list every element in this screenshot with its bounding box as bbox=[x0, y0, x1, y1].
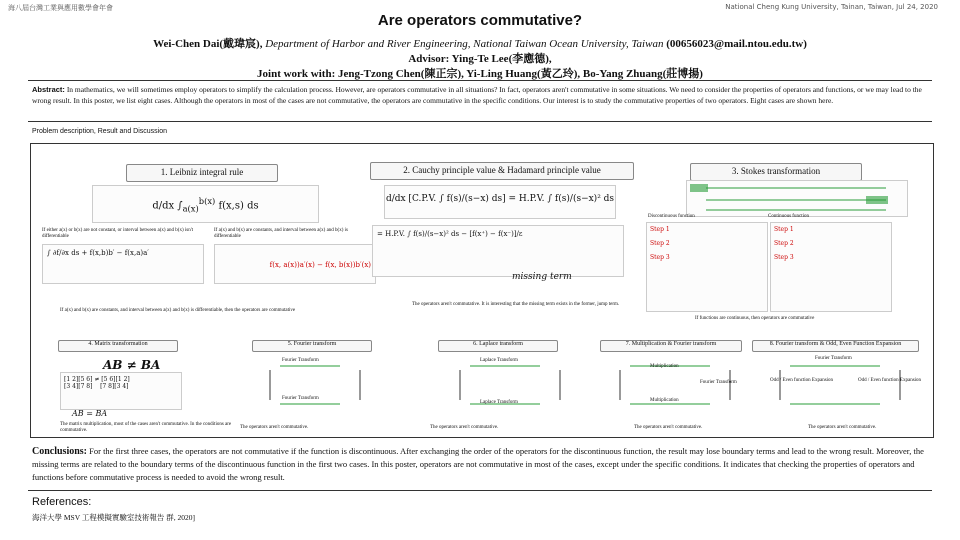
abstract-text: In mathematics, we will sometimes employ operators to simplify the calculation process. However, are operators commutative in all situations? In fact, operators aren't commutative in some situations. We need to consider the properties of operators and functions, or we may lead to the wrong result. In this poster, we list eight cases. Although the operators in most of the cases are not commutative, the operators are commutative in the specific conditions. Our interest is to study the commutative properties of two operators. Eight cases are shown here. bbox=[32, 85, 922, 105]
panel-8-note: The operators aren't commutative. bbox=[808, 425, 877, 430]
panel-5-title: 5. Fourier transform bbox=[252, 340, 372, 352]
panel-1-title: 1. Leibniz integral rule bbox=[126, 164, 278, 182]
laplace-transform-label-bottom: Laplace Transform bbox=[480, 400, 518, 405]
multiplication-label-bottom: Multiplication bbox=[650, 398, 679, 403]
panel-1-note: If a(x) and b(x) are constants, and interval between a(x) and b(x) is differentiable, then the operators are commutative bbox=[60, 308, 296, 313]
leibniz-formula: d/dx $\int_{a(x)}^{b(x)}$ f(x,s) ds bbox=[92, 185, 319, 223]
author-affiliation: Department of Harbor and River Engineering, National Taiwan Ocean University, Taiwan bbox=[265, 38, 664, 50]
reference-item: 海洋大學 MSV 工程模擬實驗室技術報告 群, 2020] bbox=[32, 513, 195, 522]
stokes-discontinuous-steps: Step 1 Step 2 Step 3 bbox=[646, 222, 768, 312]
section-label: Problem description, Result and Discussion bbox=[32, 128, 168, 135]
panel-2-note: The operators aren't commutative. It is interesting that the missing term exists in the former, jump term. bbox=[412, 302, 620, 307]
panel-7-title: 7. Multiplication & Fourier transform bbox=[600, 340, 742, 352]
fourier-transform-label-top: Fourier Transform bbox=[282, 358, 319, 363]
conclusions-label: Conclusions: bbox=[32, 446, 88, 457]
matrix-ab-neq-ba: AB ≠ BA bbox=[103, 358, 161, 372]
conclusions-text: For the first three cases, the operators are not commutative if the function is discontinuous. After exchanging the order of the operators for the discontinuous function, the result may lose boundary terms and lead to the wrong result. Moreover, the missing terms are related to the boundary terms of the discontinuous function in the first two cases. In this poster, operators are not commutative in most of the cases, except under the specific conditions. It indicates that checking the properties of operators and functions before commutative process is needed to avoid the wrong result. bbox=[32, 446, 924, 482]
laplace-transform-label-top: Laplace Transform bbox=[480, 358, 518, 363]
conference-venue-date: National Cheng Kung University, Tainan, Taiwan, Jul 24, 2020 bbox=[725, 3, 938, 11]
p8-odd-even-label-right: Odd / Even function Expansion bbox=[858, 378, 922, 383]
stokes-continuous-steps: Step 1 Step 2 Step 3 bbox=[770, 222, 892, 312]
cpv-derivation: = H.P.V. ∫ f(s)/(s−x)² ds − [f(x⁺) − f(x⁻)]/ε bbox=[372, 225, 624, 277]
stokes-arrows bbox=[686, 180, 906, 215]
divider bbox=[28, 490, 932, 491]
panel-7-note: The operators aren't commutative. bbox=[634, 425, 703, 430]
panel-4-note: The matrix multiplication, most of the cases aren't commutative. In the conditions are commutative. bbox=[60, 422, 232, 433]
coauthors-line: Joint work with: Jeng-Tzong Chen(陳正宗), Yi-Ling Huang(黃乙玲), Bo-Yang Zhuang(莊博揚) bbox=[257, 68, 703, 80]
fourier-transform-label-bottom: Fourier Transform bbox=[282, 396, 319, 401]
abstract bbox=[32, 84, 930, 106]
missing-term-label: missing term bbox=[512, 272, 572, 282]
stokes-discontinuous-label: Discontinuous function bbox=[648, 214, 695, 219]
panel-4-title: 4. Matrix transformation bbox=[58, 340, 178, 352]
author-email: (00656023@mail.ntou.edu.tw) bbox=[666, 38, 807, 50]
multiplication-label-top: Multiplication bbox=[650, 364, 679, 369]
panel-5-note: The operators aren't commutative. bbox=[240, 425, 309, 430]
p8-odd-even-label-left: Odd / Even function Expansion bbox=[770, 378, 834, 383]
leibniz-constant-formula: f(x, a(x))a′(x) − f(x, b(x))b′(x) bbox=[214, 244, 376, 284]
abstract-label: Abstract: bbox=[32, 85, 65, 94]
author-line-1 bbox=[0, 35, 960, 51]
panel-8-title: 8. Fourier transform & Odd, Even Function Expansion bbox=[752, 340, 919, 352]
divider bbox=[28, 121, 932, 122]
cpv-formula: d/dx [C.P.V. ∫ f(s)/(s−x) ds] = H.P.V. ∫ f(s)/(s−x)² ds bbox=[384, 185, 616, 219]
panel-1-condition-a: If either a(x) or b(x) are not constant, or interval between a(x) and b(x) isn't differentiable bbox=[42, 228, 193, 239]
panel-3-title: 3. Stokes transformation bbox=[690, 163, 862, 181]
panel-2-title: 2. Cauchy principle value & Hadamard principle value bbox=[370, 162, 634, 180]
panel-6-title: 6. Laplace transform bbox=[438, 340, 558, 352]
stokes-continuous-label: Continuous function bbox=[768, 214, 809, 219]
p8-fourier-label: Fourier Transform bbox=[815, 356, 852, 361]
p7-fourier-label: Fourier Transform bbox=[700, 380, 737, 385]
matrix-ab-eq-ba: AB = BA bbox=[72, 409, 108, 418]
references-label: References: bbox=[32, 496, 92, 508]
panel-3-note: If functions are continuous, then operators are commutative bbox=[695, 316, 815, 321]
panel-6-note: The operators aren't commutative. bbox=[430, 425, 499, 430]
advisor-line: Advisor: Ying-Te Lee(李應德), bbox=[408, 53, 552, 65]
poster-title: Are operators commutative? bbox=[377, 12, 583, 29]
conference-name: 海八屆台灣工業與應用數學會年會 bbox=[8, 4, 113, 12]
leibniz-general-formula: ∫ ∂f/∂x ds + f(x,b)b′ − f(x,a)a′ bbox=[42, 244, 204, 284]
panel-1-condition-b: If a(x) and b(x) are constants, and interval between a(x) and b(x) is differentiable bbox=[214, 228, 348, 239]
author-name: Wei-Chen Dai(戴瑋宸), bbox=[153, 38, 263, 50]
conclusions bbox=[32, 445, 930, 484]
matrix-examples: [1 2][5 6] ≠ [5 6][1 2] [3 4][7 8] [7 8][3 4] bbox=[60, 372, 182, 410]
divider bbox=[28, 80, 932, 81]
